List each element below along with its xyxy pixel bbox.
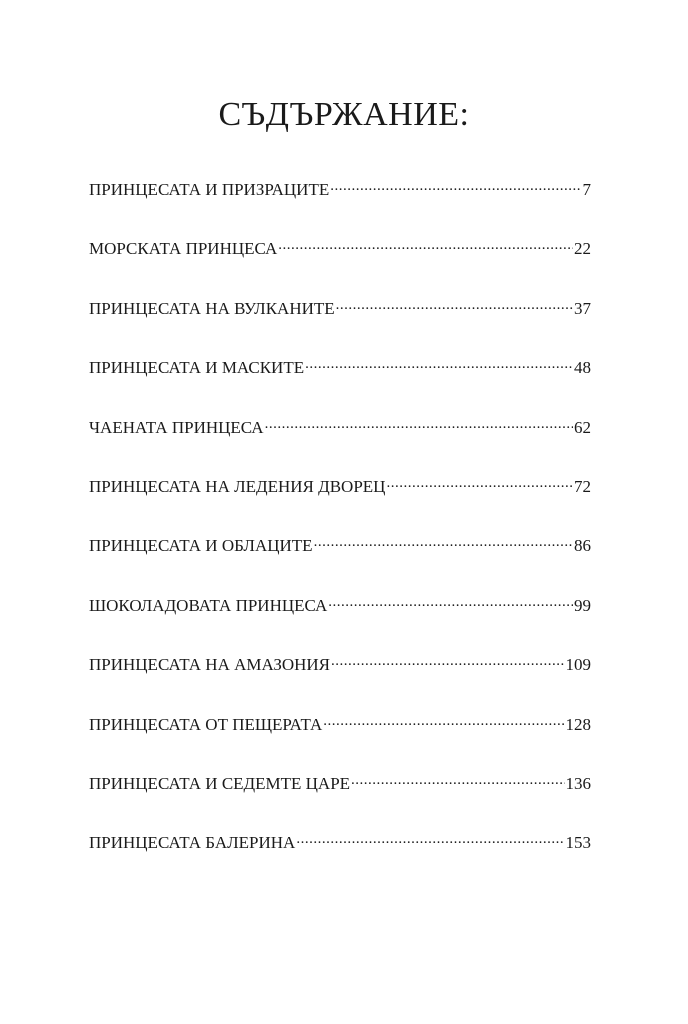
dot-leader: [336, 297, 573, 314]
toc-entry-title: ПРИНЦЕСАТА ОТ ПЕЩЕРАТА: [89, 714, 323, 734]
toc-entry-title: ПРИНЦЕСАТА И ОБЛАЦИТЕ: [89, 536, 313, 556]
toc-entry[interactable]: [89, 356, 591, 415]
toc-entry-title: ПРИНЦЕСАТА И МАСКИТЕ: [89, 358, 305, 378]
toc-entry-page-number: 48: [574, 358, 591, 378]
toc-entry-title: ШОКОЛАДОВАТА ПРИНЦЕСА: [89, 595, 328, 615]
toc-entry-page-number: 99: [574, 595, 591, 615]
dot-leader: [351, 772, 564, 789]
toc-entry-page-number: 7: [582, 180, 591, 199]
toc-entry[interactable]: [89, 297, 591, 356]
table-of-contents: [89, 178, 591, 891]
dot-leader: [305, 356, 573, 373]
toc-entry-title: ПРИНЦЕСАТА И СЕДЕМТЕ ЦАРЕ: [89, 773, 351, 793]
toc-entry-page-number: 72: [574, 476, 591, 496]
toc-entry[interactable]: [89, 594, 591, 653]
page-title: СЪДЪРЖАНИЕ:: [218, 96, 470, 133]
toc-entry-title: ПРИНЦЕСАТА НА ВУЛКАНИТЕ: [89, 298, 335, 318]
toc-entry-page-number: 109: [565, 655, 591, 675]
toc-entry[interactable]: [89, 237, 591, 296]
dot-leader: [314, 534, 573, 551]
toc-entry-title: ПРИНЦЕСАТА НА АМАЗОНИЯ: [89, 655, 331, 675]
toc-entry-title: ПРИНЦЕСАТА БАЛЕРИНА: [89, 833, 296, 853]
dot-leader: [331, 653, 564, 670]
toc-entry[interactable]: [89, 772, 591, 831]
dot-leader: [296, 831, 564, 848]
toc-entry-title: ЧАЕНАТА ПРИНЦЕСА: [89, 417, 264, 437]
toc-entry[interactable]: [89, 653, 591, 712]
toc-entry[interactable]: [89, 178, 591, 237]
toc-entry[interactable]: [89, 831, 591, 890]
toc-entry-page-number: 22: [574, 239, 591, 259]
toc-entry-page-number: 136: [565, 773, 591, 793]
dot-leader: [323, 713, 564, 730]
toc-entry-title: МОРСКАТА ПРИНЦЕСА: [89, 239, 278, 259]
toc-entry-page-number: 86: [574, 536, 591, 556]
dot-leader: [328, 594, 573, 611]
toc-entry-page-number: 153: [565, 833, 591, 853]
toc-entry[interactable]: [89, 713, 591, 772]
dot-leader: [265, 416, 573, 433]
toc-entry[interactable]: [89, 416, 591, 475]
dot-leader: [278, 237, 573, 254]
toc-entry-title: ПРИНЦЕСАТА НА ЛЕДЕНИЯ ДВОРЕЦ: [89, 476, 386, 496]
toc-entry[interactable]: [89, 534, 591, 593]
dot-leader: [330, 178, 581, 195]
toc-entry-title: ПРИНЦЕСАТА И ПРИЗРАЦИТЕ: [89, 180, 330, 199]
toc-entry-page-number: 37: [574, 298, 591, 318]
toc-entry-page-number: 128: [565, 714, 591, 734]
toc-entry[interactable]: [89, 475, 591, 534]
toc-entry-page-number: 62: [574, 417, 591, 437]
dot-leader: [386, 475, 573, 492]
